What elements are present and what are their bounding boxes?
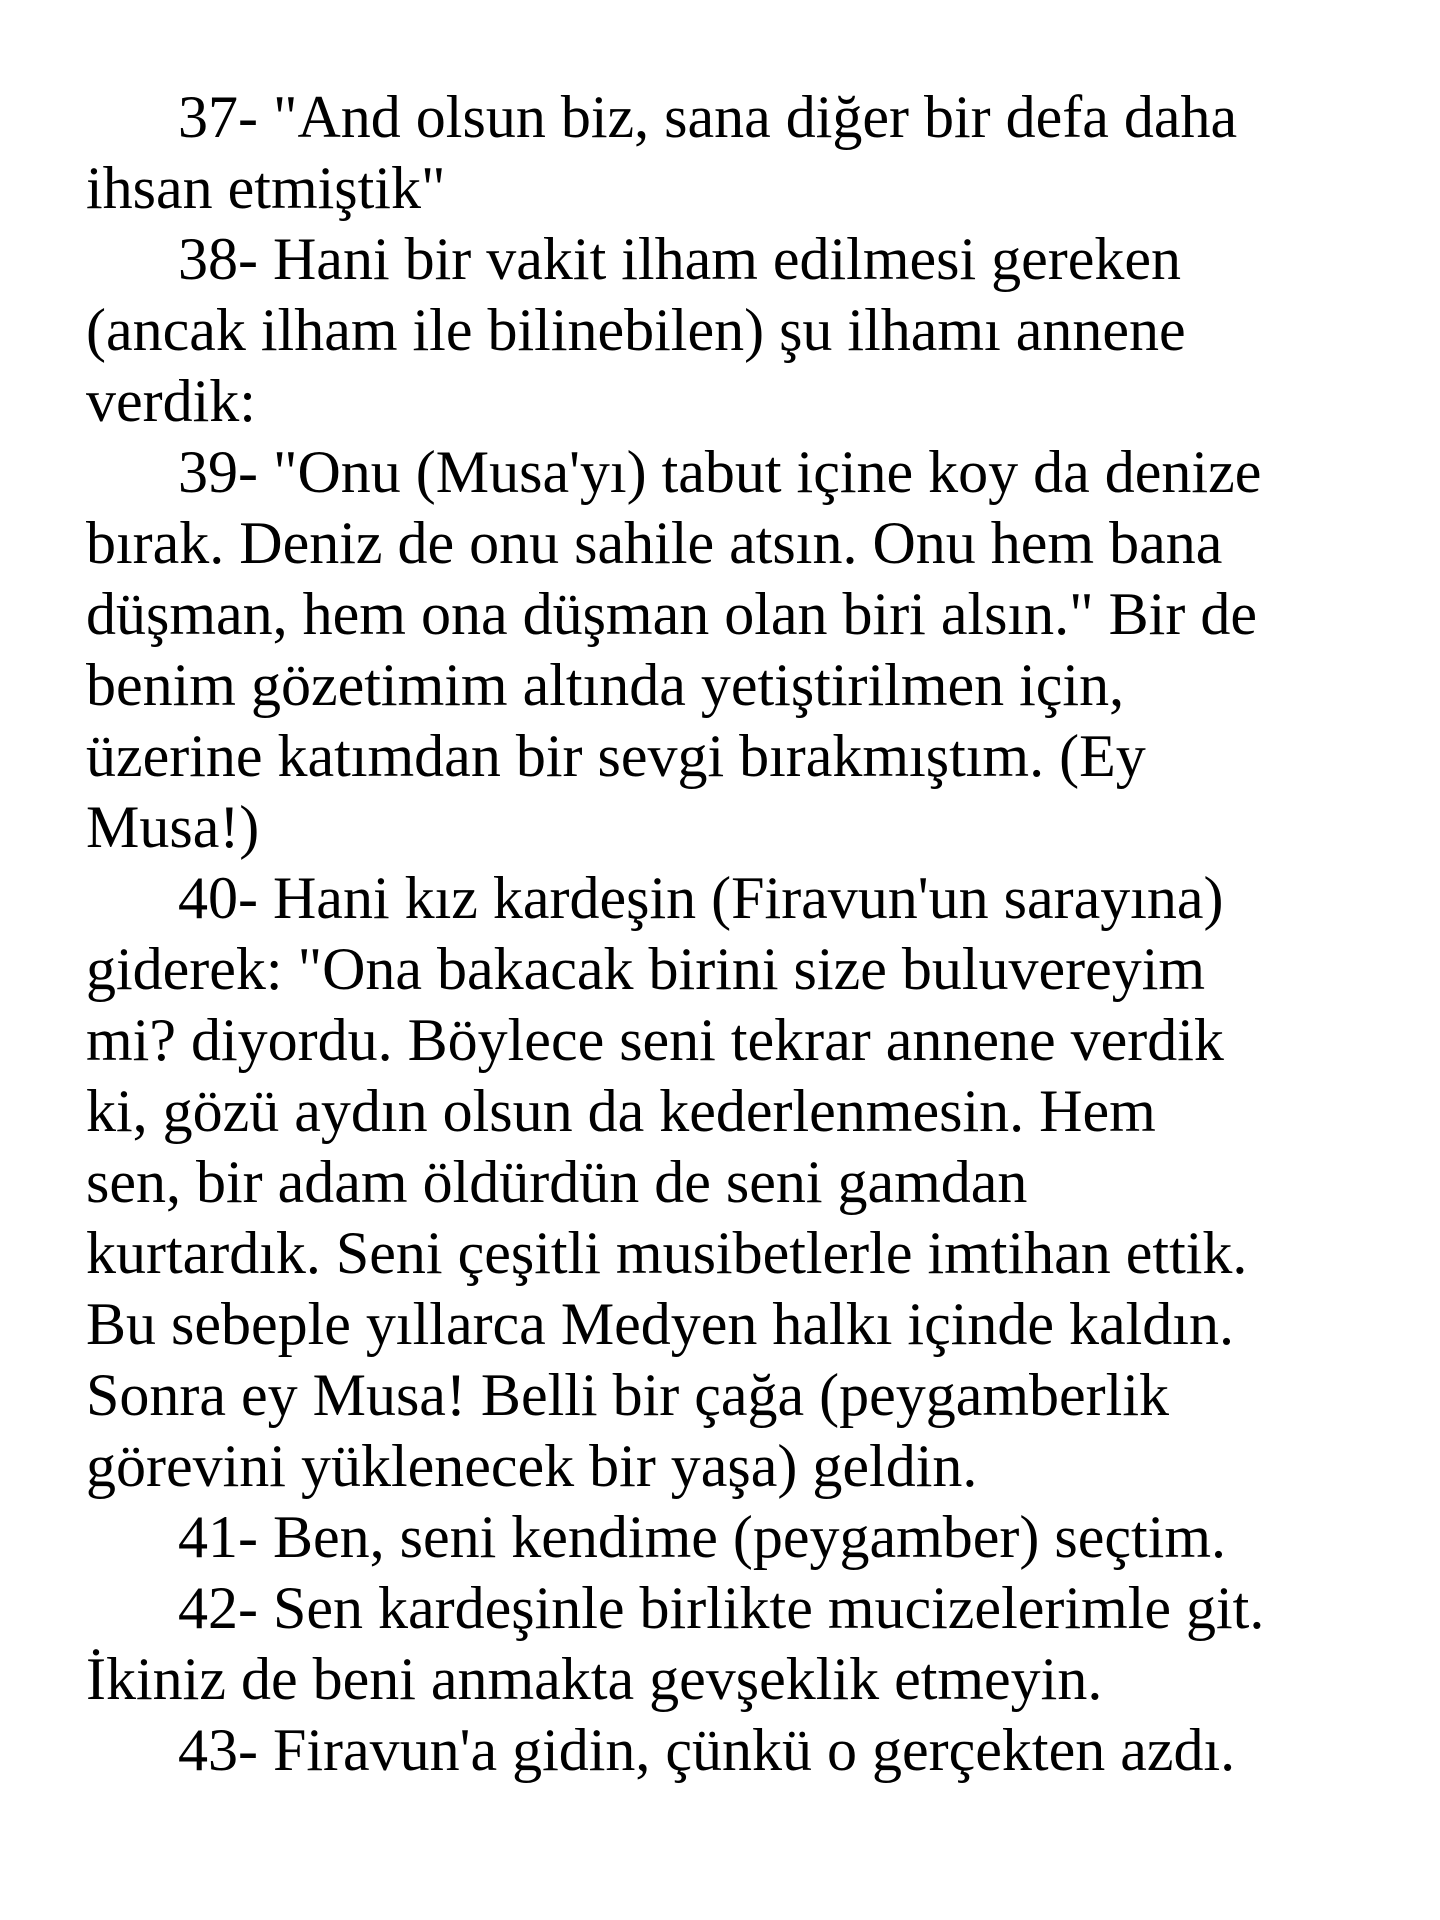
verse-line: mi? diyordu. Böylece seni tekrar annene verdik [86,1007,1224,1073]
verse-43 [86,1715,1396,1786]
verse-line: 41- Ben, seni kendime (peygamber) seçtim. [178,1504,1227,1570]
verse-line: giderek: "Ona bakacak birini size buluvereyim [86,936,1206,1002]
verse-line: İkiniz de beni anmakta gevşeklik etmeyin. [86,1646,1103,1712]
verse-40 [86,863,1396,1502]
verse-line: görevini yüklenecek bir yaşa) geldin. [86,1433,978,1499]
verse-line: üzerine katımdan bir sevgi bırakmıştım. (Ey [86,723,1146,789]
verse-line: 42- Sen kardeşinle birlikte mucizelerimle git. [178,1575,1265,1641]
verse-line: Sonra ey Musa! Belli bir çağa (peygamberlik [86,1362,1169,1428]
verse-line: bırak. Deniz de onu sahile atsın. Onu hem bana [86,510,1223,576]
verse-line: 39- "Onu (Musa'yı) tabut içine koy da denize [178,439,1262,505]
verse-42 [86,1573,1396,1715]
verse-text-block [86,82,1396,1786]
verse-line: 43- Firavun'a gidin, çünkü o gerçekten azdı. [178,1717,1236,1783]
verse-line: 40- Hani kız kardeşin (Firavun'un sarayına) [178,865,1224,931]
verse-line: ki, gözü aydın olsun da kederlenmesin. Hem [86,1078,1156,1144]
verse-line: (ancak ilham ile bilinebilen) şu ilhamı annene [86,297,1186,363]
verse-line: 38- Hani bir vakit ilham edilmesi gereken [178,226,1182,292]
verse-line: ihsan etmiştik" [86,155,446,221]
verse-41 [86,1502,1396,1573]
verse-line: verdik: [86,368,256,434]
verse-line: Musa!) [86,794,260,860]
verse-38 [86,224,1396,437]
verse-39 [86,437,1396,863]
verse-line: sen, bir adam öldürdün de seni gamdan [86,1149,1028,1215]
verse-line: düşman, hem ona düşman olan biri alsın." Bir de [86,581,1257,647]
verse-line: benim gözetimim altında yetiştirilmen için, [86,652,1125,718]
verse-line: Bu sebeple yıllarca Medyen halkı içinde kaldın. [86,1291,1234,1357]
verse-line: kurtardık. Seni çeşitli musibetlerle imtihan ettik. [86,1220,1248,1286]
verse-line: 37- "And olsun biz, sana diğer bir defa daha [178,84,1238,150]
verse-37 [86,82,1396,224]
